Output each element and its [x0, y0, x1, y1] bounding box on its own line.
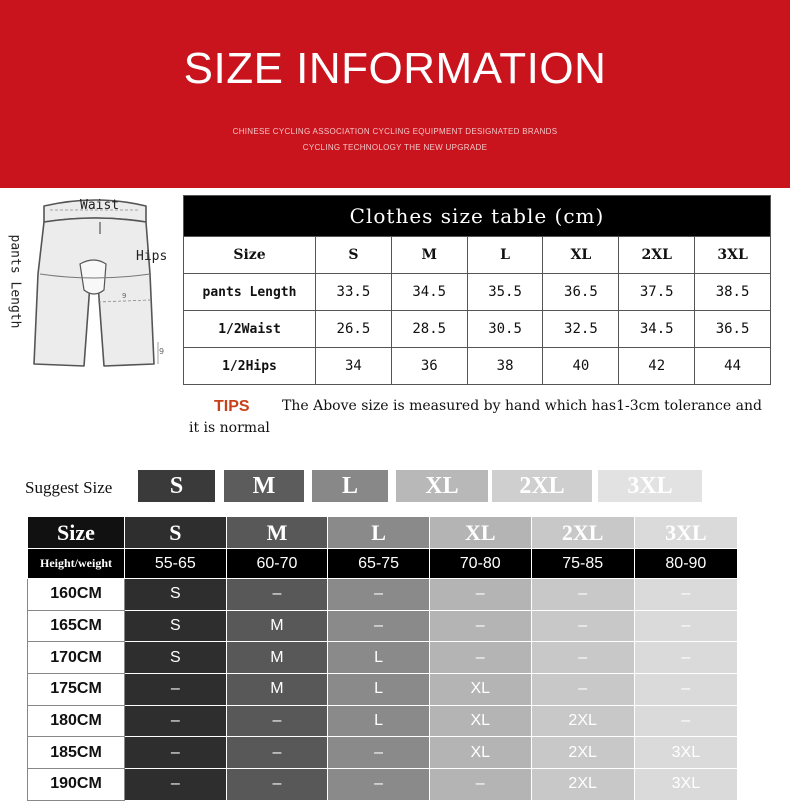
table-cell: 44 [695, 348, 771, 385]
table-cell: 34 [316, 348, 392, 385]
size-cell: – [125, 737, 227, 769]
clothes-table-title: Clothes size table (cm) [184, 196, 771, 237]
height-weight-row [28, 549, 738, 579]
height-table-corner: Size [28, 517, 125, 549]
clothes-size-header: L [467, 237, 543, 274]
size-cell: 3XL [634, 737, 737, 769]
table-cell: 42 [619, 348, 695, 385]
size-cell: L [328, 705, 430, 737]
height-label: 190CM [28, 769, 125, 801]
height-table-header-row [28, 517, 738, 549]
shorts-diagram [0, 192, 182, 382]
suggest-chip: 3XL [598, 470, 702, 502]
size-cell: 2XL [531, 705, 634, 737]
weight-range: 80-90 [634, 549, 737, 579]
size-cell: – [429, 642, 531, 674]
table-row [28, 737, 738, 769]
size-column-header: 3XL [634, 517, 737, 549]
size-cell: – [634, 674, 737, 706]
size-cell: 2XL [531, 737, 634, 769]
size-cell: – [226, 705, 328, 737]
row-label: pants Length [184, 274, 316, 311]
clothes-size-table [183, 195, 771, 385]
page-title: SIZE INFORMATION [183, 44, 607, 93]
size-cell: – [531, 610, 634, 642]
clothes-size-header: S [316, 237, 392, 274]
height-weight-label: Height/weight [28, 549, 125, 579]
table-cell: 34.5 [391, 274, 467, 311]
table-row [184, 311, 771, 348]
size-cell: 3XL [634, 769, 737, 801]
size-cell: – [429, 769, 531, 801]
header-banner [0, 0, 790, 188]
table-cell: 36 [391, 348, 467, 385]
height-weight-table [27, 516, 738, 801]
size-column-header: M [226, 517, 328, 549]
header-subtitle-line2: CYCLING TECHNOLOGY THE NEW UPGRADE [302, 143, 488, 152]
table-cell: 35.5 [467, 274, 543, 311]
suggest-chip: XL [396, 470, 488, 502]
size-cell: – [531, 579, 634, 611]
hips-label: Hips [136, 249, 168, 264]
table-row [184, 348, 771, 385]
header-subtitle-line1: CHINESE CYCLING ASSOCIATION CYCLING EQUIPMENT DESIGNATED BRANDS [232, 127, 558, 136]
size-column-header: L [328, 517, 430, 549]
clothes-size-header: 2XL [619, 237, 695, 274]
suggest-size-label: Suggest Size [25, 478, 113, 497]
pants-length-label: pants Length [7, 234, 23, 329]
size-cell: – [125, 674, 227, 706]
suggest-chip: 2XL [492, 470, 592, 502]
size-cell: XL [429, 674, 531, 706]
table-cell: 37.5 [619, 274, 695, 311]
size-cell: – [634, 579, 737, 611]
table-row [28, 579, 738, 611]
size-cell: – [429, 579, 531, 611]
size-cell: 2XL [531, 769, 634, 801]
waist-label: Waist [80, 198, 120, 213]
table-cell: 38.5 [695, 274, 771, 311]
height-label: 160CM [28, 579, 125, 611]
tips-text: The Above size is measured by hand which has1-3cm tolerance and it is normal [189, 398, 762, 436]
size-cell: M [226, 674, 328, 706]
size-column-header: 2XL [531, 517, 634, 549]
size-cell: – [634, 642, 737, 674]
clothes-size-header: M [391, 237, 467, 274]
height-label: 185CM [28, 737, 125, 769]
clothes-table-header-row [184, 237, 771, 274]
size-cell: XL [429, 705, 531, 737]
row-label: 1/2Waist [184, 311, 316, 348]
size-cell: – [531, 674, 634, 706]
clothes-table-corner: Size [184, 237, 316, 274]
table-row [28, 674, 738, 706]
svg-text:9: 9 [122, 292, 127, 300]
table-cell: 32.5 [543, 311, 619, 348]
size-cell: S [125, 579, 227, 611]
weight-range: 65-75 [328, 549, 430, 579]
size-cell: S [125, 642, 227, 674]
size-cell: – [328, 610, 430, 642]
table-cell: 30.5 [467, 311, 543, 348]
table-row [28, 705, 738, 737]
table-row [28, 769, 738, 801]
height-rows [28, 579, 738, 801]
height-label: 180CM [28, 705, 125, 737]
table-row [28, 642, 738, 674]
size-cell: – [328, 579, 430, 611]
weight-range: 75-85 [531, 549, 634, 579]
table-cell: 38 [467, 348, 543, 385]
weight-range: 60-70 [226, 549, 328, 579]
clothes-size-header: XL [543, 237, 619, 274]
size-cell: – [328, 737, 430, 769]
table-cell: 40 [543, 348, 619, 385]
height-label: 165CM [28, 610, 125, 642]
shorts-outline-icon [0, 192, 182, 382]
table-row [28, 610, 738, 642]
svg-text:9: 9 [159, 347, 165, 356]
size-cell: – [226, 737, 328, 769]
table-cell: 36.5 [695, 311, 771, 348]
weight-range: 70-80 [429, 549, 531, 579]
tips-label: TIPS [214, 398, 250, 415]
clothes-size-header: 3XL [695, 237, 771, 274]
table-cell: 26.5 [316, 311, 392, 348]
size-cell: – [531, 642, 634, 674]
size-cell: – [125, 705, 227, 737]
size-cell: M [226, 642, 328, 674]
size-cell: – [328, 769, 430, 801]
size-cell: XL [429, 737, 531, 769]
size-cell: – [634, 610, 737, 642]
table-cell: 34.5 [619, 311, 695, 348]
table-row [184, 274, 771, 311]
suggest-chip: M [224, 470, 304, 502]
weight-range: 55-65 [125, 549, 227, 579]
size-cell: – [429, 610, 531, 642]
size-cell: – [226, 769, 328, 801]
size-column-header: S [125, 517, 227, 549]
size-cell: L [328, 642, 430, 674]
table-cell: 28.5 [391, 311, 467, 348]
height-label: 170CM [28, 642, 125, 674]
size-column-header: XL [429, 517, 531, 549]
size-cell: – [226, 579, 328, 611]
size-cell: – [125, 769, 227, 801]
table-cell: 36.5 [543, 274, 619, 311]
height-label: 175CM [28, 674, 125, 706]
size-cell: S [125, 610, 227, 642]
suggest-chip: L [312, 470, 388, 502]
size-cell: – [634, 705, 737, 737]
size-cell: M [226, 610, 328, 642]
row-label: 1/2Hips [184, 348, 316, 385]
table-cell: 33.5 [316, 274, 392, 311]
size-cell: L [328, 674, 430, 706]
suggest-chip: S [138, 470, 215, 502]
